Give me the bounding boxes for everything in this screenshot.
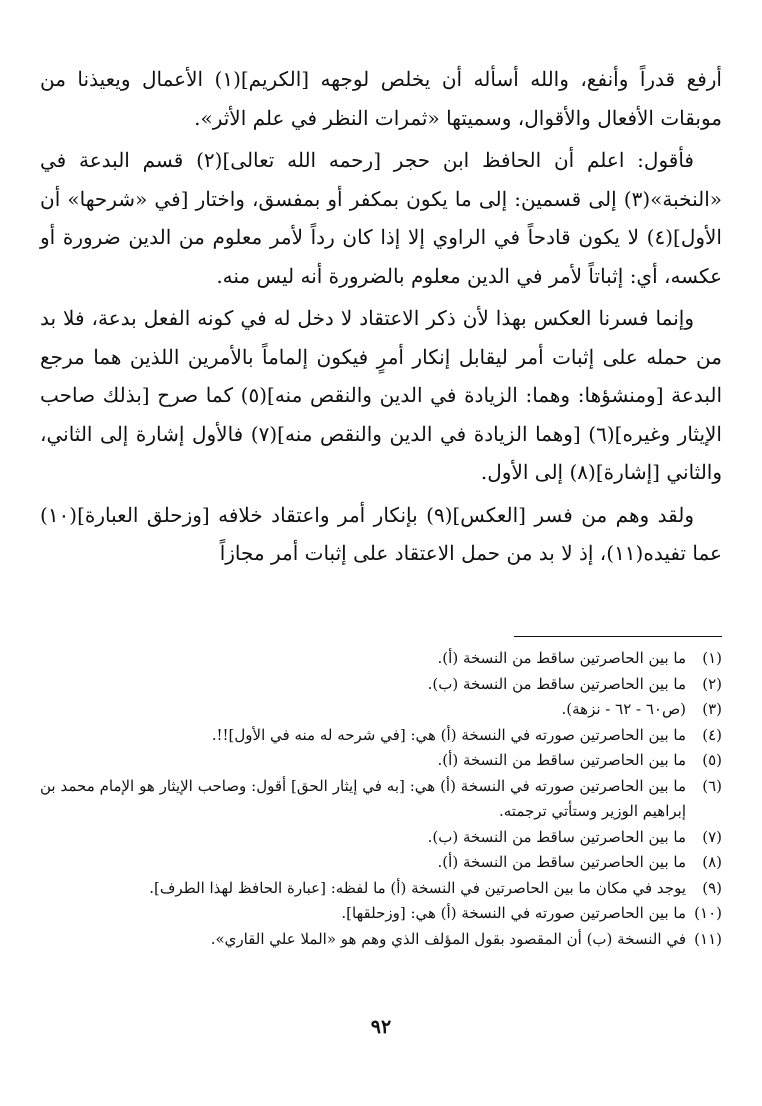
footnote-number: (٣) — [702, 700, 722, 718]
footnote-separator — [514, 636, 722, 637]
footnote-item — [40, 672, 722, 698]
main-text — [40, 60, 722, 573]
footnote-text: (ص٦٠ - ٦٢ - نزهة). — [561, 700, 686, 718]
footnote-number: (٩) — [702, 878, 722, 897]
footnote-number: (٤) — [702, 725, 722, 744]
footnote-number: (٢) — [702, 674, 722, 693]
footnote-item — [40, 697, 722, 723]
footnote-text: ما بين الحاصرتين ساقط من النسخة (ب). — [427, 674, 686, 693]
paragraph-3: وإنما فسرنا العكس بهذا لأن ذكر الاعتقاد لا دخل له في كونه الفعل بدعة، فلا بد من حمله على إثبات أمر ليقابل إنكار أمرٍ فيكون إلماماً بالأمرين اللذين هما مرجع البدعة [ومنشؤها: وهما: الزيادة في الدين والنقص منه](٥) كما صرح [بذلك صاحب الإيثار وغيره](٦) [وهما الزيادة في الدين والنقص منه](٧) فالأول إشارة إلى الثاني، والثاني [إشارة](٨) إلى الأول. — [40, 306, 722, 484]
footnote-item — [40, 850, 722, 876]
footnote-text: ما بين الحاصرتين ساقط من النسخة (ب). — [427, 827, 686, 846]
footnotes-list — [40, 646, 722, 952]
footnote-number: (١) — [702, 649, 722, 667]
footnote-number: (٨) — [702, 853, 722, 871]
footnote-item — [40, 723, 722, 749]
footnote-number: (٧) — [702, 827, 722, 846]
footnote-item — [40, 748, 722, 774]
footnote-item — [40, 927, 722, 953]
footnote-text: يوجد في مكان ما بين الحاصرتين في النسخة (أ) ما لفظه: [عبارة الحافظ لهذا الطرف]. — [149, 878, 686, 897]
footnote-number: (٦) — [702, 776, 722, 795]
paragraph-1: أرفع قدراً وأنفع، والله أسأله أن يخلص لوجهه [الكريم](١) الأعمال ويعيذنا من موبقات الأفعال والأقوال، وسميتها «ثمرات النظر في علم الأثر». — [40, 67, 722, 130]
paragraph-4: ولقد وهم من فسر [العكس](٩) بإنكار أمر واعتقاد خلافه [وزحلق العبارة](١٠) عما تفيده(١١)، إذ لا بد من حمل الاعتقاد على إثبات أمر مجازاً — [40, 502, 722, 565]
footnote-item — [40, 825, 722, 851]
footnote-text: ما بين الحاصرتين صورته في النسخة (أ) هي: [وزحلقها]. — [341, 904, 686, 922]
footnote-number: (١٠) — [694, 904, 722, 922]
footnote-text: ما بين الحاصرتين ساقط من النسخة (أ). — [437, 649, 686, 667]
footnote-item — [40, 774, 722, 825]
footnote-number: (١١) — [694, 929, 722, 948]
footnote-text: ما بين الحاصرتين صورته في النسخة (أ) هي: [به في إيثار الحق] أقول: وصاحب الإيثار هو الإمام محمد بن إبراهيم الوزير وستأتي ترجمته. — [40, 776, 686, 820]
footnote-item — [40, 646, 722, 672]
footnote-number: (٥) — [702, 751, 722, 769]
footnote-text: ما بين الحاصرتين ساقط من النسخة (أ). — [437, 853, 686, 871]
footnote-item — [40, 901, 722, 927]
footnote-item — [40, 876, 722, 902]
page-number: ٩٢ — [370, 1016, 392, 1038]
footnote-text: ما بين الحاصرتين صورته في النسخة (أ) هي: [في شرحه له منه في الأول]!!. — [211, 725, 686, 744]
paragraph-2: فأقول: اعلم أن الحافظ ابن حجر [رحمه الله تعالى](٢) قسم البدعة في «النخبة»(٣) إلى قسمين: إلى ما يكون بمكفر أو بمفسق، واختار [في «شرحها» أن الأول](٤) لا يكون قادحاً في الراوي إلا إذا كان رداً لأمر معلوم من الدين ضرورة أو عكسه، أي: إثباتاً لأمر في الدين معلوم بالضرورة أنه ليس منه. — [40, 148, 722, 288]
footnote-text: في النسخة (ب) أن المقصود بقول المؤلف الذي وهم هو «الملا علي القاري». — [210, 929, 686, 948]
footnote-text: ما بين الحاصرتين ساقط من النسخة (أ). — [437, 751, 686, 769]
